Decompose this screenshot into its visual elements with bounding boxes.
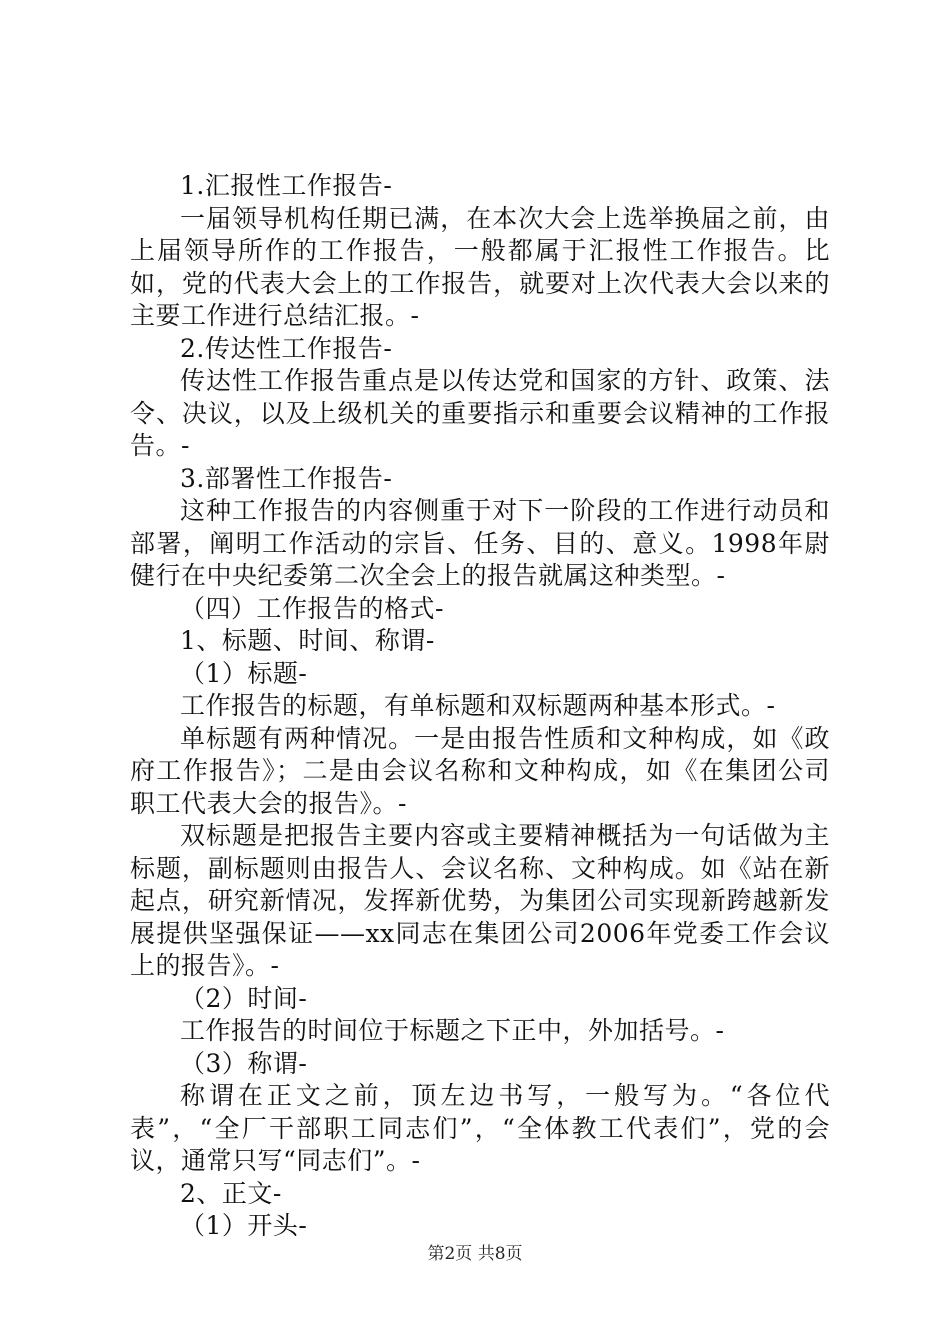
- paragraph: 工作报告的标题，有单标题和双标题两种基本形式。-: [180, 691, 776, 720]
- paragraph: （2）时间-: [180, 983, 308, 1013]
- paragraph: （3）称谓-: [180, 1048, 308, 1078]
- page-number-label: 第2页 共8页: [427, 1244, 523, 1264]
- paragraph: （1）标题-: [180, 658, 308, 688]
- paragraph: 单标题有两种情况。一是由报告性质和文种构成，如《政府工作报告》；二是由会议名称和文种构成，如《在集团公司职工代表大会的报告》。-: [130, 723, 830, 818]
- paragraph: 1.汇报性工作报告-: [180, 171, 393, 200]
- paragraph: 1、标题、时间、称谓-: [180, 626, 435, 655]
- paragraph: 一届领导机构任期已满，在本次大会上选举换届之前，由上届领导所作的工作报告，一般都属于汇报性工作报告。比如，党的代表大会上的工作报告，就要对上次代表大会以来的主要工作进行总结汇报。-: [130, 203, 830, 330]
- paragraph: 双标题是把报告主要内容或主要精神概括为一句话做为主标题，副标题则由报告人、会议名称、文种构成。如《站在新起点，研究新情况，发挥新优势，为集团公司实现新跨越新发展提供坚强保证——xx同志在集团公司2006年党委工作会议上的报告》。-: [130, 821, 830, 980]
- paragraph: 工作报告的时间位于标题之下正中，外加括号。-: [180, 1016, 725, 1045]
- paragraph: （四）工作报告的格式-: [180, 593, 444, 623]
- paragraph: 传达性工作报告重点是以传达党和国家的方针、政策、法令、决议，以及上级机关的重要指示和重要会议精神的工作报告。-: [130, 366, 830, 460]
- paragraph: 2、正文-: [180, 1178, 282, 1208]
- paragraph: 这种工作报告的内容侧重于对下一阶段的工作进行动员和部署，阐明工作活动的宗旨、任务、目的、意义。1998年尉健行在中央纪委第二次全会上的报告就属这种类型。-: [130, 496, 830, 590]
- page-footer: [0, 1243, 950, 1265]
- paragraph: 3.部署性工作报告-: [180, 463, 393, 493]
- paragraph: 2.传达性工作报告-: [180, 333, 393, 363]
- paragraph: 称谓在正文之前，顶左边书写，一般写为。“各位代表”，“全厂干部职工同志们”，“全体教工代表们”，党的会议，通常只写“同志们”。-: [130, 1081, 830, 1175]
- document-body: [130, 170, 830, 1243]
- paragraph: （1）开头-: [180, 1211, 308, 1240]
